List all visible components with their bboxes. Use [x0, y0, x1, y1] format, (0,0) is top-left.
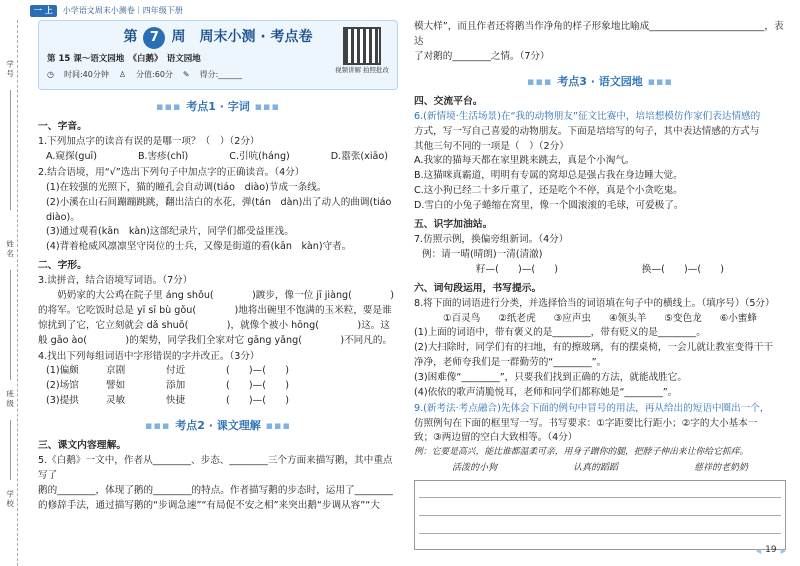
question-1: 1.下列加点字的读音有误的是哪一项？（ ）（2分） [38, 136, 260, 148]
question-6-line: 方式，写一写自己喜爱的动物朋友。下面是培培写的句子，其中表达情感的方式与 [414, 125, 760, 137]
write-line [10, 90, 11, 210]
question-6-line: 其他三句不同的一项是（ ）（2分） [414, 140, 569, 152]
writing-line [419, 515, 781, 516]
q2-item: (3)通过观看(kān kàn)这部纪录片，同学们都受益匪浅。 [46, 226, 294, 238]
question-9-line: 9.(新考法·考点融合)先体会下面的例句中冒号的用法，再从给出的短语中圈出一个， [414, 402, 770, 414]
q2-item: (4)背着枪威风凛凛坚守岗位的士兵，又像是街道的看(kān kàn)守者。 [46, 241, 352, 253]
part-title: 六、词句段运用，书写提示。 [414, 282, 542, 294]
question-7: 7.仿照示例，换偏旁组新词。（4分） [414, 233, 569, 245]
q5-continued: 模大样”，而且作者还将鹅当作净角的样子形象地比喻成________________________，表达 [414, 21, 784, 47]
top-bar [30, 4, 183, 18]
grade-tag: 一 上 [30, 5, 57, 17]
week-number: 7 [143, 27, 165, 49]
section-title-1: ▪▪▪ 考点1 · 字词 ▪▪▪ [156, 100, 280, 113]
question-5-line: 的修辞手法，通过描写鹅的“步调急速”“有局促不安之相”来突出鹅“步调从容”“大 [38, 499, 380, 511]
qr-caption: 视频讲解 拍照批改 [334, 66, 390, 74]
q2-item: (2)小溪在山石间蹦蹦跳跳，翻出洁白的水花，弹(tán dàn)出了动人的曲调(tiáo diào)。 [46, 196, 401, 223]
q8-item: (4)依依的歌声清脆悦耳，老师和同学们都称她是“________”。 [414, 386, 678, 398]
book-title: 小学语文周末小测卷｜四年级下册 [62, 5, 183, 15]
score-got: 得分:______ [199, 70, 243, 80]
q4-row: (2)场馆 譬如 添加 ( )—( ) [46, 380, 289, 392]
question-2: 2.结合语境，用“√”选出下列句子中加点字的正确读音。（4分） [38, 166, 305, 178]
option[interactable]: A.窥探(guī) [46, 151, 97, 163]
option[interactable]: B.这猫咪真霸道，明明有专属的窝却总是强占我在身边睡大觉。 [414, 170, 683, 182]
right-page [414, 20, 786, 550]
label-student-number: 学号 [5, 60, 15, 79]
option[interactable]: C.引吭(háng) [229, 151, 290, 163]
question-9-line: 致；③两边留的空白大致相等。（4分） [414, 432, 578, 444]
question-8: 8.将下面的词语进行分类，并选择恰当的词语填在句子中的横线上。（填序号）（5分） [414, 297, 775, 309]
part-title: 四、交流平台。 [414, 95, 483, 107]
q8-item: (1)上面的词语中，带有褒义的是________，带有贬义的是________。 [414, 327, 706, 339]
write-line [10, 270, 11, 380]
part-title: 五、识字加油站。 [414, 218, 493, 230]
clock-icon: ◷ [47, 70, 54, 80]
q4-row: (3)提拱 灵敏 快捷 ( )—( ) [46, 395, 289, 407]
q7-example: 例：请一晴(晴朗)一清(清澈) [422, 248, 543, 260]
cut-line [17, 20, 18, 566]
writing-line [419, 533, 781, 534]
edit-icon: ✎ [182, 70, 190, 80]
q3-paragraph: 奶奶家的大公鸡在院子里 áng shǒu( )踱步，像一位 jī jiàng( )的将军。它吃饭时总是 yī sī bù gǒu( )地将出碗里不饱满的玉米粒，要是谁惊扰到了它，它立刻就会 dǎ shuō( )，就像个被小 hōng( )这。这般 gāo ào( )的架势，同学我们全家对它 gāng yǎng( )不同凡的。 [38, 290, 394, 346]
label-name: 姓名 [5, 240, 15, 259]
section-title-3: ▪▪▪ 考点3 · 语文园地 ▪▪▪ [527, 74, 673, 88]
question-4: 4.找出下列每组词语中字形错误的字并改正。（3分） [38, 350, 260, 362]
question-5-line: 鹅的________，体现了鹅的________的特点。作者描写鹅的步态时，运用了________ [38, 484, 393, 496]
binding-sidebar [0, 20, 24, 566]
part-title: 一、字音。 [38, 121, 87, 133]
label-class: 班级 [5, 390, 15, 409]
question-5-line: 5.《白鹅》一文中，作者从________、步态、________三个方面来描写鹅，其中重点写了 [38, 455, 393, 482]
question-1-options [38, 150, 398, 165]
page-number-text: 19 [765, 545, 777, 556]
q8-item: (3)困难像“________”，只要我们找到正确的方法，就能战胜它。 [414, 372, 687, 384]
time-limit: 时间:40分钟 [63, 70, 109, 80]
q4-row: (1)偏颇 京剧 付近 ( )—( ) [46, 365, 289, 377]
q8-item: 净净，老师夸我们是一群勤劳的“________”。 [414, 357, 607, 369]
section-title-2: ▪▪▪ 考点2 · 课文理解 ▪▪▪ [145, 419, 291, 432]
write-line [10, 420, 11, 480]
score-total: 分值:60分 [136, 70, 173, 80]
next-arrow-icon: ▶ [780, 546, 786, 555]
page-number [756, 544, 786, 558]
label-school: 学校 [5, 490, 15, 509]
week-prefix: 第 [123, 29, 138, 46]
left-page [38, 20, 401, 514]
quiz-header [38, 20, 398, 90]
question-3: 3.读拼音，结合语境写词语。（7分） [38, 275, 193, 287]
part-title: 二、字形。 [38, 260, 87, 272]
writing-line [419, 497, 781, 498]
quiz-subtitle: 第 15 课～语文园地 《白鹅》 语文园地 [47, 54, 201, 64]
person-icon: ♙ [118, 70, 127, 80]
part-title: 三、课文内容理解。 [38, 440, 127, 452]
q5-continued: 了对鹅的________之情。（7分） [414, 50, 550, 62]
q7-row: 籽—( )—( ) 换—( )—( ) [475, 263, 725, 275]
q9-phrases: 活泼的小狗 认真的蹈蹈 慈祥的老奶奶 [451, 462, 748, 473]
question-6-line: 6.(新情境·生活场景)在“我的动物朋友”征文比赛中，培培想模仿作家们表达情感的 [414, 110, 761, 122]
option[interactable]: C.这小狗已经二十多斤重了，还是吃个不停，真是个小贪吃鬼。 [414, 185, 683, 197]
q8-choices: ①百灵鸟 ②纸老虎 ③应声虫 ④领头羊 ⑤变色龙 ⑥小蜜蜂 [442, 312, 757, 324]
writing-box[interactable] [414, 480, 786, 550]
option[interactable]: A.我家的猫每天都在家里跳来跳去，真是个小淘气。 [414, 155, 635, 167]
q9-example: 例：它要是高兴，能比谁都温柔可亲，用身子蹭你的腿，把脖子伸出来让你给它抓痒。 [414, 447, 749, 458]
option[interactable]: D.雪白的小兔子蜷缩在窝里，像一个圆滚滚的毛球，可爱极了。 [414, 199, 684, 211]
quiz-title [47, 27, 389, 49]
q8-item: (2)大扫除时，同学们有的扫地，有的擦玻璃，有的摆桌椅，一会儿就让教室变得干干 [414, 342, 773, 354]
option[interactable]: B.害疹(chǐ) [137, 151, 189, 163]
option[interactable]: D.嚣张(xiāo) [330, 151, 388, 163]
question-9-line: 仿照例句在下面的框里写一写。书写要求：①字距要比行距小；②字的大小基本一 [414, 417, 758, 429]
qr-code-icon[interactable] [343, 27, 381, 65]
q2-item: (1)在较强的光照下，猫的瞳孔会自动调(tiáo diào)节成一条线。 [46, 181, 327, 193]
prev-arrow-icon: ◀ [755, 546, 762, 555]
week-suffix: 周 周末小测 · 考点卷 [171, 29, 313, 46]
